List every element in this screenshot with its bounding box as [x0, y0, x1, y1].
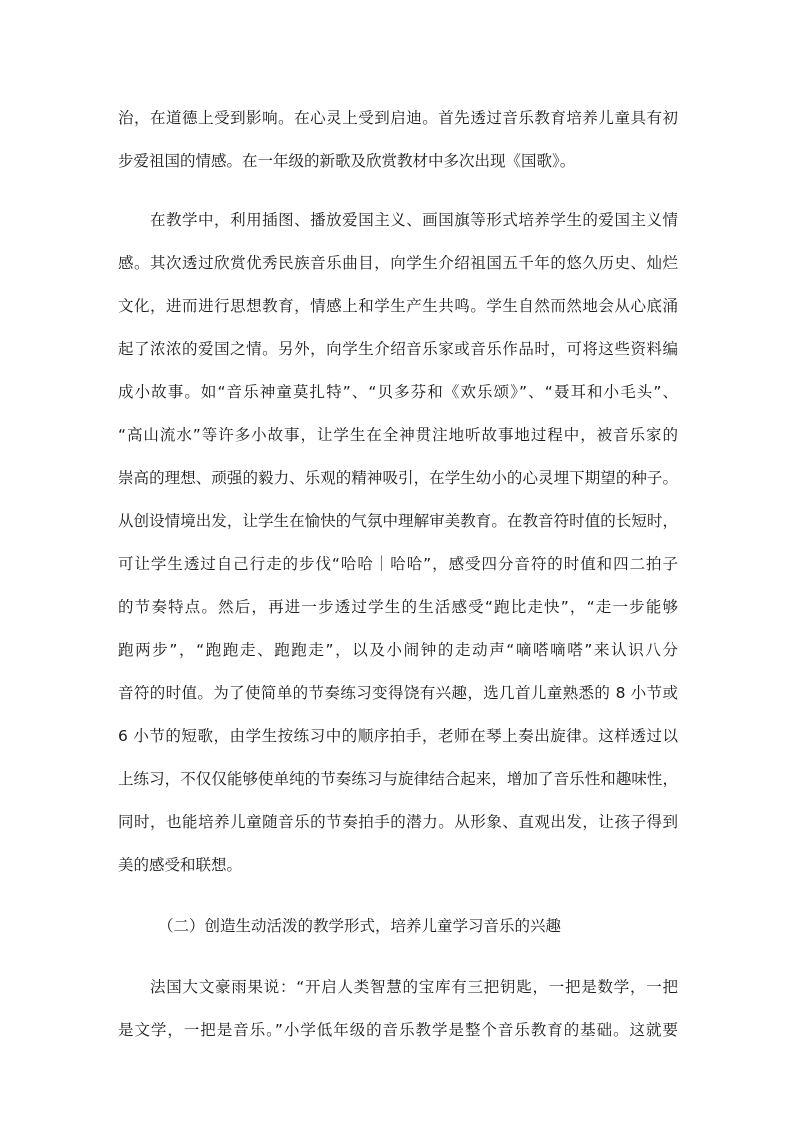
- paragraph-line: 起了浓浓的爱国之情。另外，向学生介绍音乐家或音乐作品时，可将这些资料编: [118, 340, 678, 358]
- paragraph-line: 6 小节的短歌，由学生按练习中的顺序拍手，老师在琴上奏出旋律。这样透过以: [118, 727, 678, 745]
- paragraph-line: 音符的时值。为了使简单的节奏练习变得饶有兴趣，选几首儿童熟悉的 8 小节或: [118, 684, 678, 702]
- paragraph-line: 是文学，一把是音乐。”小学低年级的音乐教学是整个音乐教育的基础。这就要: [118, 1021, 678, 1039]
- paragraph-line: 的节奏特点。然后，再进一步透过学生的生活感受“跑比走快”，“走一步能够: [118, 598, 678, 616]
- section-heading: （二）创造生动活泼的教学形式，培养儿童学习音乐的兴趣: [158, 917, 562, 935]
- paragraph-line: 崇高的理想、顽强的毅力、乐观的精神吸引，在学生幼小的心灵埋下期望的种子。: [118, 469, 678, 487]
- paragraph-line: 可让学生透过自己行走的步伐“哈哈｜哈哈”，感受四分音符的时值和四二拍子: [118, 555, 678, 573]
- paragraph-line: 美的感受和联想。: [118, 856, 243, 874]
- paragraph-line: “高山流水”等许多小故事，让学生在全神贯注地听故事地过程中，被音乐家的: [118, 426, 678, 444]
- paragraph-line: 法国大文豪雨果说：“开启人类智慧的宝库有三把钥匙，一把是数学，一把: [150, 978, 678, 996]
- paragraph-line: 从创设情境出发，让学生在愉快的气氛中理解审美教育。在教音符时值的长短时，: [118, 512, 678, 530]
- paragraph-line: 同时，也能培养儿童随音乐的节奏拍手的潜力。从形象、直观出发，让孩子得到: [118, 813, 678, 831]
- paragraph-line: 治，在道德上受到影响。在心灵上受到启迪。首先透过音乐教育培养儿童具有初: [118, 109, 678, 127]
- paragraph-line: 跑两步”，“跑跑走、跑跑走”，以及小闹钟的走动声“嘀嗒嘀嗒”来认识八分: [118, 641, 678, 659]
- paragraph-line: 成小故事。如“音乐神童莫扎特”、“贝多芬和《欢乐颂》”、“聂耳和小毛头”、: [118, 383, 678, 401]
- paragraph-line: 文化，进而进行思想教育，情感上和学生产生共鸣。学生自然而然地会从心底涌: [118, 297, 678, 315]
- paragraph-line: 在教学中，利用插图、播放爱国主义、画国旗等形式培养学生的爱国主义情: [150, 211, 678, 229]
- paragraph-line: 上练习，不仅仅能够使单纯的节奏练习与旋律结合起来，增加了音乐性和趣味性，: [118, 770, 678, 788]
- paragraph-line: 感。其次透过欣赏优秀民族音乐曲目，向学生介绍祖国五千年的悠久历史、灿烂: [118, 254, 678, 272]
- paragraph-line: 步爱祖国的情感。在一年级的新歌及欣赏教材中多次出现《国歌》。: [118, 152, 576, 170]
